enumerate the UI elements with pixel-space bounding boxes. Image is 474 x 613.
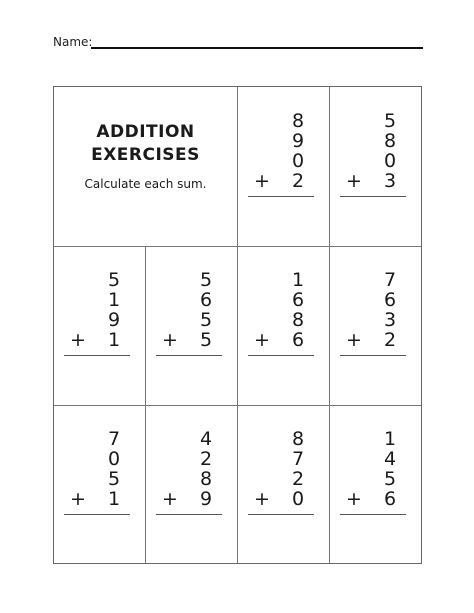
problem-1 bbox=[244, 111, 314, 221]
problem-10 bbox=[336, 429, 406, 539]
plus-sign: + bbox=[346, 329, 362, 351]
problem-addend: 1 bbox=[107, 329, 121, 351]
grid-divider bbox=[329, 87, 330, 563]
problem-4 bbox=[152, 270, 222, 380]
name-line[interactable] bbox=[91, 47, 423, 49]
plus-sign: + bbox=[162, 329, 178, 351]
answer-line[interactable] bbox=[248, 196, 314, 197]
title-cell bbox=[54, 87, 237, 246]
problem-digit: 8 bbox=[199, 468, 213, 490]
problem-digit: 2 bbox=[199, 448, 213, 470]
exercise-grid bbox=[53, 86, 422, 564]
problem-addend: 5 bbox=[199, 329, 213, 351]
instruction-text: Calculate each sum. bbox=[84, 177, 207, 191]
problem-digit: 5 bbox=[107, 269, 121, 291]
problem-digit: 2 bbox=[291, 468, 305, 490]
problem-digit: 4 bbox=[383, 448, 397, 470]
worksheet-title-line2: EXERCISES bbox=[91, 145, 200, 165]
problem-digit: 0 bbox=[107, 448, 121, 470]
problem-digit: 8 bbox=[291, 110, 305, 132]
grid-divider bbox=[237, 87, 238, 563]
problem-digit: 5 bbox=[383, 468, 397, 490]
grid-divider bbox=[54, 405, 421, 406]
problem-addend: 9 bbox=[199, 488, 213, 510]
answer-line[interactable] bbox=[64, 355, 130, 356]
problem-digit: 5 bbox=[383, 110, 397, 132]
answer-line[interactable] bbox=[156, 514, 222, 515]
answer-line[interactable] bbox=[340, 355, 406, 356]
problem-digit: 1 bbox=[291, 269, 305, 291]
problem-3 bbox=[60, 270, 130, 380]
problem-addend: 2 bbox=[291, 170, 305, 192]
problem-addend: 1 bbox=[107, 488, 121, 510]
problem-digit: 7 bbox=[383, 269, 397, 291]
problem-digit: 5 bbox=[199, 309, 213, 331]
problem-digit: 8 bbox=[291, 309, 305, 331]
problem-digit: 6 bbox=[291, 289, 305, 311]
problem-digit: 1 bbox=[383, 428, 397, 450]
plus-sign: + bbox=[254, 329, 270, 351]
problem-digit: 8 bbox=[383, 130, 397, 152]
problem-digit: 7 bbox=[107, 428, 121, 450]
plus-sign: + bbox=[254, 170, 270, 192]
plus-sign: + bbox=[70, 329, 86, 351]
plus-sign: + bbox=[346, 170, 362, 192]
problem-digit: 9 bbox=[107, 309, 121, 331]
answer-line[interactable] bbox=[248, 514, 314, 515]
answer-line[interactable] bbox=[248, 355, 314, 356]
problem-digit: 9 bbox=[291, 130, 305, 152]
problem-9 bbox=[244, 429, 314, 539]
problem-addend: 3 bbox=[383, 170, 397, 192]
grid-divider bbox=[54, 246, 421, 247]
answer-line[interactable] bbox=[64, 514, 130, 515]
plus-sign: + bbox=[346, 488, 362, 510]
problem-digit: 0 bbox=[383, 150, 397, 172]
problem-digit: 5 bbox=[107, 468, 121, 490]
problem-5 bbox=[244, 270, 314, 380]
problem-6 bbox=[336, 270, 406, 380]
name-row bbox=[53, 35, 423, 51]
problem-addend: 0 bbox=[291, 488, 305, 510]
problem-digit: 5 bbox=[199, 269, 213, 291]
problem-addend: 2 bbox=[383, 329, 397, 351]
problem-digit: 6 bbox=[199, 289, 213, 311]
problem-addend: 6 bbox=[383, 488, 397, 510]
problem-digit: 0 bbox=[291, 150, 305, 172]
plus-sign: + bbox=[254, 488, 270, 510]
problem-digit: 4 bbox=[199, 428, 213, 450]
plus-sign: + bbox=[162, 488, 178, 510]
answer-line[interactable] bbox=[340, 196, 406, 197]
problem-digit: 6 bbox=[383, 289, 397, 311]
problem-2 bbox=[336, 111, 406, 221]
problem-addend: 6 bbox=[291, 329, 305, 351]
problem-8 bbox=[152, 429, 222, 539]
problem-digit: 1 bbox=[107, 289, 121, 311]
answer-line[interactable] bbox=[156, 355, 222, 356]
worksheet-title-line1: ADDITION bbox=[96, 122, 195, 142]
answer-line[interactable] bbox=[340, 514, 406, 515]
name-label: Name: bbox=[53, 35, 93, 49]
problem-digit: 8 bbox=[291, 428, 305, 450]
problem-7 bbox=[60, 429, 130, 539]
problem-digit: 7 bbox=[291, 448, 305, 470]
problem-digit: 3 bbox=[383, 309, 397, 331]
plus-sign: + bbox=[70, 488, 86, 510]
